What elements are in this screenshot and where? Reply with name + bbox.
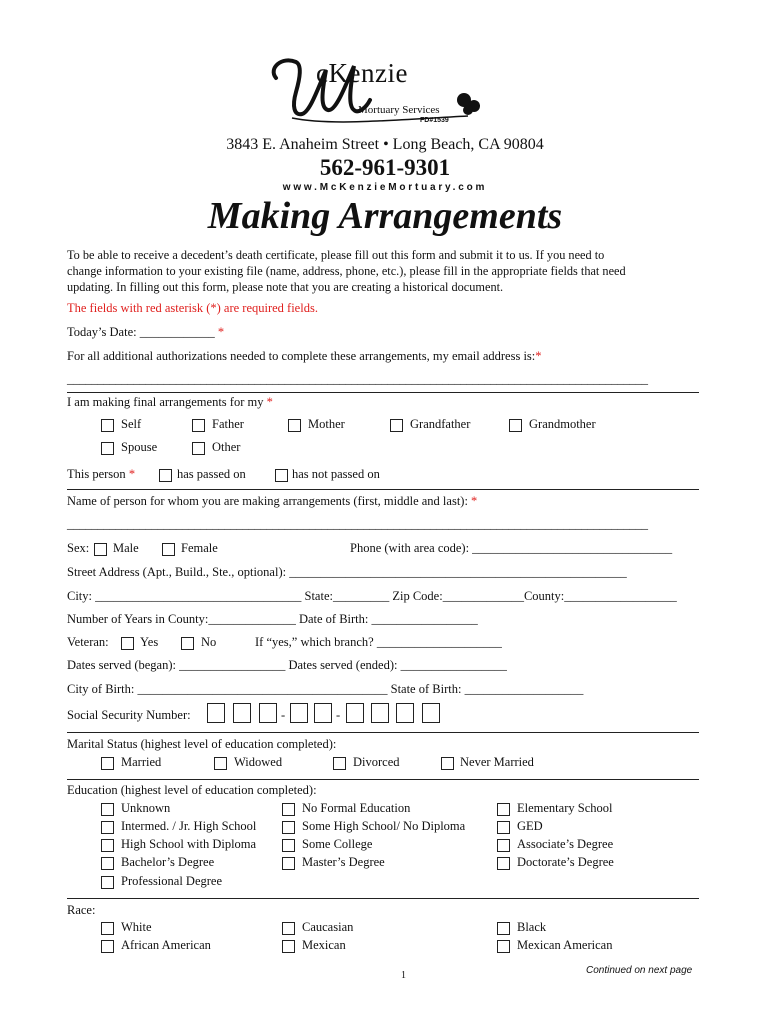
race-option-label: Caucasian	[302, 920, 354, 934]
making-for-label: I am making final arrangements for my	[67, 395, 264, 409]
checkbox-edu-no-formal[interactable]	[282, 803, 295, 816]
option-grandmother-label: Grandmother	[529, 417, 596, 431]
phone-input-line[interactable]: Phone (with area code): ________________________________	[350, 541, 673, 555]
page-number: 1	[401, 970, 406, 981]
widowed-label: Widowed	[234, 755, 283, 769]
race-option-label: African American	[121, 938, 211, 952]
ssn-label: Social Security Number:	[67, 708, 191, 722]
passed-on-label: has passed on	[177, 467, 246, 481]
ssn-digit-box[interactable]	[422, 703, 440, 723]
option-spouse-label: Spouse	[121, 440, 158, 454]
this-person-label-row	[67, 467, 135, 482]
veteran-label: Veteran:	[67, 635, 109, 649]
ssn-digit-box[interactable]	[396, 703, 414, 723]
required-asterisk: *	[535, 349, 542, 363]
intro-line-2: change information to your existing file (name, address, phone, etc.), please fill in the appropriate fields that need	[67, 264, 626, 278]
name-label-row	[67, 494, 477, 509]
veteran-no-label: No	[201, 635, 217, 649]
making-for-row	[67, 395, 273, 410]
section-divider	[67, 898, 699, 899]
checkbox-passed-on[interactable]	[159, 469, 172, 482]
edu-option-label: High School with Diploma	[121, 837, 257, 851]
checkbox-edu-ged[interactable]	[497, 821, 510, 834]
logo-word: cKenzie	[316, 58, 408, 88]
female-label: Female	[181, 541, 218, 555]
ssn-digit-box[interactable]	[207, 703, 225, 723]
edu-option-label: Associate’s Degree	[517, 837, 614, 851]
checkbox-edu-some-high-school[interactable]	[282, 821, 295, 834]
this-person-label: This person	[67, 467, 126, 481]
edu-option-label: Some High School/ No Diploma	[302, 819, 466, 833]
checkbox-female[interactable]	[162, 543, 175, 556]
male-label: Male	[113, 541, 139, 555]
race-option-label: Mexican	[302, 938, 346, 952]
checkbox-race-caucasian[interactable]	[282, 922, 295, 935]
section-divider	[67, 392, 699, 393]
never-married-label: Never Married	[460, 755, 534, 769]
edu-option-label: Elementary School	[517, 801, 613, 815]
years-dob-line[interactable]: Number of Years in County:______________ Date of Birth: _________________	[67, 612, 478, 626]
not-passed-on-label: has not passed on	[292, 467, 380, 481]
intro-line-1: To be able to receive a decedent’s death certificate, please fill out this form and submit it to us. If you need to	[67, 248, 605, 262]
edu-option-label: GED	[517, 819, 543, 833]
checkbox-edu-jr-high[interactable]	[101, 821, 114, 834]
logo-fd-number: FD#1539	[420, 117, 449, 124]
section-divider	[67, 779, 699, 780]
divorced-label: Divorced	[353, 755, 400, 769]
married-label: Married	[121, 755, 162, 769]
checkbox-edu-associates[interactable]	[497, 839, 510, 852]
checkbox-edu-doctorate[interactable]	[497, 857, 510, 870]
edu-option-label: No Formal Education	[302, 801, 411, 815]
dates-served-line[interactable]: Dates served (began): _________________ Dates served (ended): _________________	[67, 658, 507, 672]
edu-option-label: Intermed. / Jr. High School	[121, 819, 257, 833]
checkbox-race-white[interactable]	[101, 922, 114, 935]
ssn-digit-box[interactable]	[314, 703, 332, 723]
edu-option-label: Professional Degree	[121, 874, 223, 888]
checkbox-edu-unknown[interactable]	[101, 803, 114, 816]
checkbox-edu-elementary[interactable]	[497, 803, 510, 816]
checkbox-race-black[interactable]	[497, 922, 510, 935]
checkbox-never-married[interactable]	[441, 757, 454, 770]
checkbox-divorced[interactable]	[333, 757, 346, 770]
ssn-dash: -	[281, 708, 286, 722]
header-phone: 562-961-9301	[319, 155, 451, 180]
checkbox-other[interactable]	[192, 442, 205, 455]
todays-date-label: Today’s Date: ____________	[67, 325, 215, 339]
checkbox-edu-bachelors[interactable]	[101, 857, 114, 870]
option-other-label: Other	[212, 440, 241, 454]
name-input-line[interactable]: ________________________________________________________________________________________________	[67, 517, 648, 531]
checkbox-spouse[interactable]	[101, 442, 114, 455]
option-grandfather-label: Grandfather	[410, 417, 471, 431]
intro-line-3: updating. In filling out this form, please note that you are creating a historical document.	[67, 280, 504, 294]
checkbox-race-mexican[interactable]	[282, 940, 295, 953]
checkbox-father[interactable]	[192, 419, 205, 432]
checkbox-widowed[interactable]	[214, 757, 227, 770]
checkbox-male[interactable]	[94, 543, 107, 556]
checkbox-not-passed-on[interactable]	[275, 469, 288, 482]
checkbox-race-african-american[interactable]	[101, 940, 114, 953]
edu-option-label: Some College	[302, 837, 373, 851]
header-address: 3843 E. Anaheim Street • Long Beach, CA 90804	[226, 136, 544, 153]
ssn-digit-box[interactable]	[259, 703, 277, 723]
edu-option-label: Doctorate’s Degree	[517, 855, 614, 869]
race-option-label: Black	[517, 920, 547, 934]
option-mother-label: Mother	[308, 417, 345, 431]
checkbox-married[interactable]	[101, 757, 114, 770]
page-title: Making Arrangements	[207, 195, 563, 237]
checkbox-edu-high-school[interactable]	[101, 839, 114, 852]
birth-place-line[interactable]: City of Birth: ________________________________________ State of Birth: ___________________	[67, 682, 584, 696]
option-father-label: Father	[212, 417, 244, 431]
email-label: For all additional authorizations needed to complete these arrangements, my email address is:	[67, 349, 536, 363]
race-label: Race:	[67, 903, 96, 917]
section-divider	[67, 732, 699, 733]
race-option-label: Mexican American	[517, 938, 613, 952]
edu-option-label: Bachelor’s Degree	[121, 855, 215, 869]
edu-option-label: Unknown	[121, 801, 171, 815]
required-asterisk: *	[266, 395, 273, 409]
race-option-label: White	[121, 920, 152, 934]
required-asterisk: *	[128, 467, 136, 481]
required-asterisk: *	[471, 494, 478, 508]
branch-input-line[interactable]: If “yes,” which branch? ____________________	[255, 635, 502, 649]
veteran-yes-label: Yes	[140, 635, 159, 649]
checkbox-mother[interactable]	[288, 419, 301, 432]
email-label-row	[67, 349, 542, 364]
ssn-digit-box[interactable]	[233, 703, 251, 723]
checkbox-edu-professional[interactable]	[101, 876, 114, 889]
option-self-label: Self	[121, 417, 142, 431]
required-asterisk: *	[217, 325, 225, 339]
city-state-zip-line[interactable]: City: _________________________________ State:_________ Zip Code:_____________County:__________________	[67, 589, 677, 603]
edu-option-label: Master’s Degree	[302, 855, 385, 869]
name-label: Name of person for whom you are making arrangements (first, middle and last):	[67, 494, 468, 508]
sex-label: Sex:	[67, 541, 90, 555]
ssn-digit-box[interactable]	[371, 703, 389, 723]
ssn-dash: -	[336, 708, 341, 722]
continued-note: Continued on next page	[586, 965, 693, 976]
checkbox-edu-masters[interactable]	[282, 857, 295, 870]
checkbox-veteran-no[interactable]	[181, 637, 194, 650]
ssn-digit-box[interactable]	[346, 703, 364, 723]
ssn-digit-box[interactable]	[290, 703, 308, 723]
checkbox-edu-some-college[interactable]	[282, 839, 295, 852]
street-input-line[interactable]: Street Address (Apt., Build., Ste., optional): ______________________________________________________	[67, 565, 627, 579]
required-note: The fields with red asterisk (*) are required fields.	[67, 301, 318, 315]
logo-subtitle: Mortuary Services	[358, 104, 440, 116]
todays-date-field[interactable]	[67, 325, 224, 340]
section-divider	[67, 489, 699, 490]
checkbox-veteran-yes[interactable]	[121, 637, 134, 650]
email-input-line[interactable]: ________________________________________________________________________________________________	[67, 372, 648, 386]
marital-status-label: Marital Status (highest level of education completed):	[67, 737, 337, 751]
checkbox-self[interactable]	[101, 419, 114, 432]
checkbox-grandfather[interactable]	[390, 419, 403, 432]
checkbox-race-mexican-american[interactable]	[497, 940, 510, 953]
education-label: Education (highest level of education completed):	[67, 783, 317, 797]
checkbox-grandmother[interactable]	[509, 419, 522, 432]
header-website[interactable]: www.McKenzieMortuary.com	[282, 182, 488, 193]
